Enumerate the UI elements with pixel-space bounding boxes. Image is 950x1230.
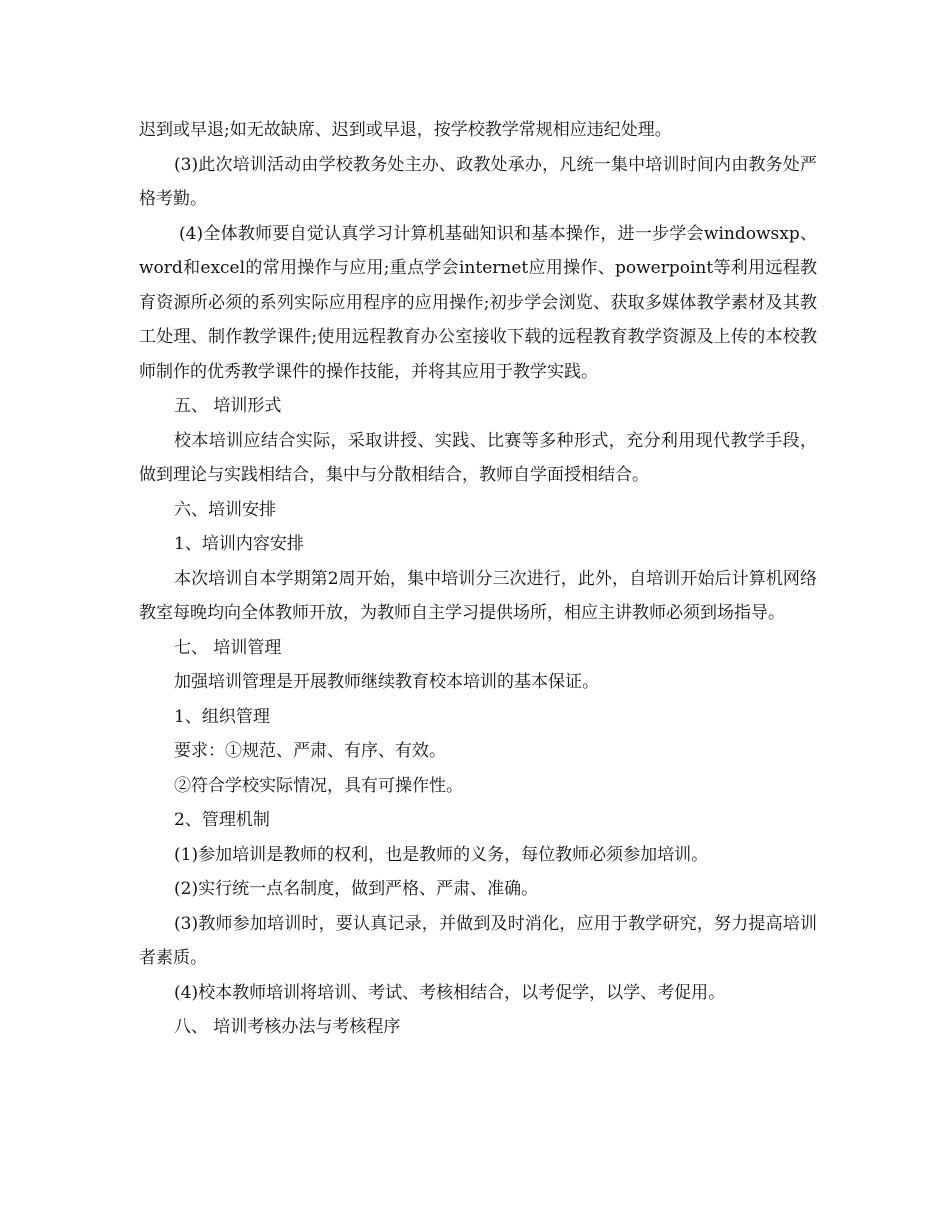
subheading-content-arrangement: 1、培训内容安排 bbox=[174, 534, 304, 554]
paragraph-mechanism-1: (1)参加培训是教师的权利，也是教师的义务，每位教师必须参加培训。 bbox=[174, 844, 709, 865]
paragraph-attendance-rule: 迟到或早退;如无故缺席、迟到或早退，按学校教学常规相应违纪处理。 bbox=[139, 120, 672, 140]
heading-section-8: 八、 培训考核办法与考核程序 bbox=[174, 1017, 401, 1037]
paragraph-schedule: 本次培训自本学期第2周开始，集中培训分三次进行，此外，自培训开始后计算机网络教室每晚均向全体教师开放，为教师自主学习提供场所，相应主讲教师必须到场指导。 bbox=[139, 568, 817, 623]
paragraph-training-form: 校本培训应结合实际，采取讲授、实践、比赛等多种形式，充分利用现代教学手段，做到理论与实践相结合，集中与分散相结合，教师自学面授相结合。 bbox=[139, 430, 817, 485]
paragraph-management-basis: 加强培训管理是开展教师继续教育校本培训的基本保证。 bbox=[174, 672, 599, 692]
paragraph-mechanism-3: (3)教师参加培训时，要认真记录，并做到及时消化，应用于教学研究，努力提高培训者素质。 bbox=[139, 913, 817, 968]
paragraph-requirement-2: ②符合学校实际情况，具有可操作性。 bbox=[174, 775, 463, 796]
paragraph-requirements: 要求：①规范、严肃、有序、有效。 bbox=[174, 741, 446, 761]
paragraph-mechanism-2: (2)实行统一点名制度，做到严格、严肃、准确。 bbox=[174, 879, 539, 899]
heading-section-5: 五、 培训形式 bbox=[174, 396, 282, 416]
heading-section-6: 六、培训安排 bbox=[174, 499, 276, 520]
paragraph-item-3-organizer: (3)此次培训活动由学校教务处主办、政教处承办，凡统一集中培训时间内由教务处严格考勤。 bbox=[139, 154, 817, 209]
subheading-mechanism: 2、管理机制 bbox=[174, 810, 270, 830]
subheading-organization: 1、组织管理 bbox=[174, 706, 270, 727]
paragraph-mechanism-4: (4)校本教师培训将培训、考试、考核相结合，以考促学，以学、考促用。 bbox=[174, 982, 726, 1003]
document-body bbox=[139, 113, 817, 1045]
heading-section-7: 七、 培训管理 bbox=[174, 637, 282, 658]
paragraph-item-4-computer-skills: (4)全体教师要自觉认真学习计算机基础知识和基本操作，进一步学会windowsxp、word和excel的常用操作与应用;重点学会internet应用操作、powerpoint等利用远程教育资源所必须的系列实际应用程序的应用操作;初步学会浏览、获取多媒体教学素材及其教工处理、制作教学课件;使用远程教育办公室接收下载的远程教育教学资源及上传的本校教师制作的优秀教学课件的操作技能，并将其应用于教学实践。 bbox=[139, 223, 817, 382]
